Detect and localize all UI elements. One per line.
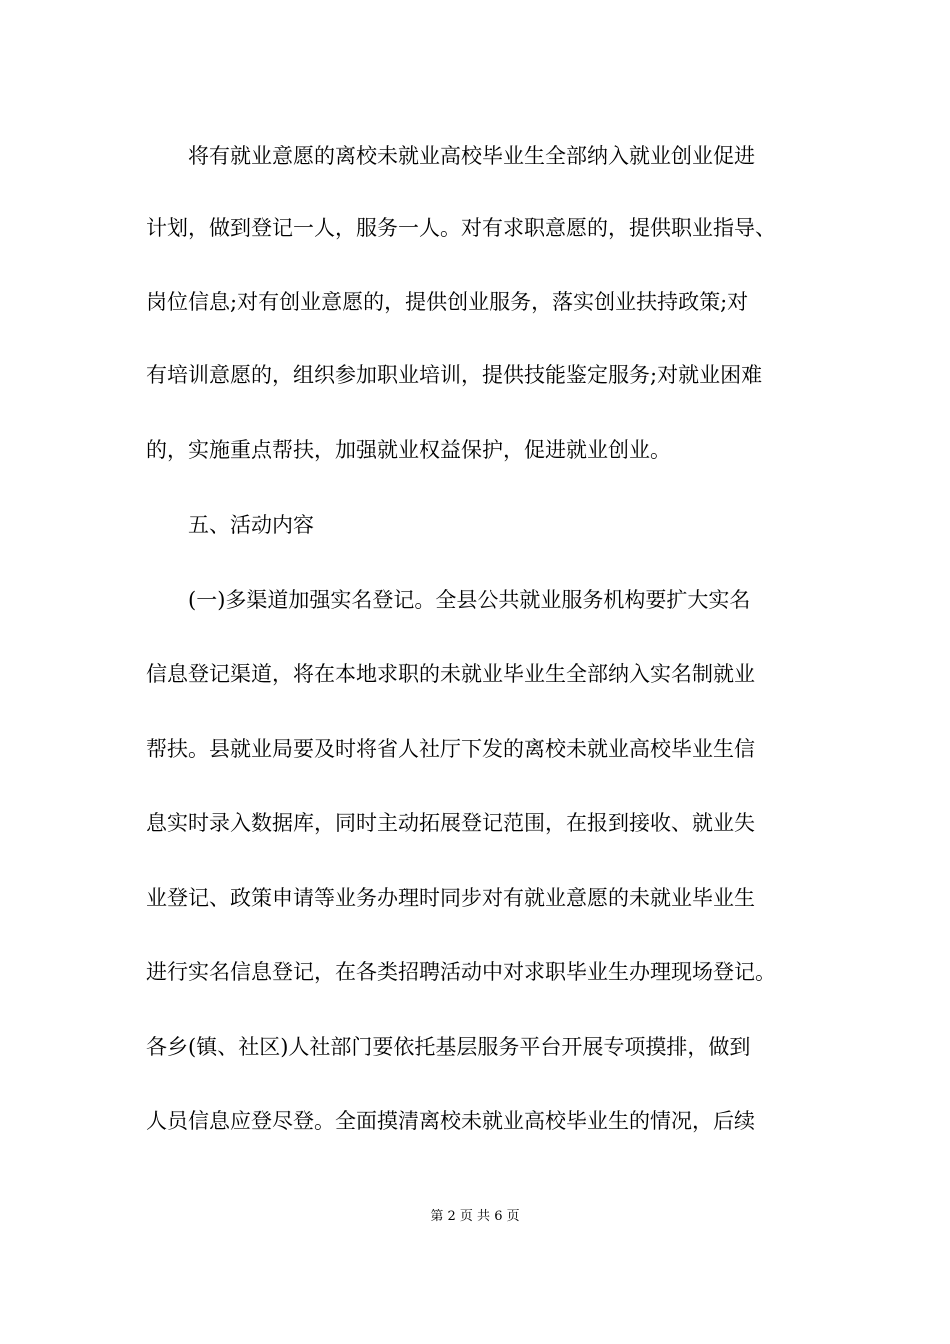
body-text-line: 息实时录入数据库，同时主动拓展登记范围，在报到接收、就业失 [146,811,755,835]
page-number: 第 2 页 共 6 页 [430,1209,520,1224]
body-text-line: (一)多渠道加强实名登记。全县公共就业服务机构要扩大实名 [146,588,751,612]
body-text-line: 业登记、政策申请等业务办理时同步对有就业意愿的未就业毕业生 [146,886,755,910]
body-text-line: 人员信息应登尽登。全面摸清离校未就业高校毕业生的情况，后续 [146,1109,755,1133]
body-text-line: 将有就业意愿的离校未就业高校毕业生全部纳入就业创业促进 [146,144,755,168]
body-text-line: 帮扶。县就业局要及时将省人社厅下发的离校未就业高校毕业生信 [146,737,755,761]
body-text-line: 计划，做到登记一人，服务一人。对有求职意愿的，提供职业指导、 [146,216,776,240]
body-text-line: 有培训意愿的，组织参加职业培训，提供技能鉴定服务;对就业困难 [146,363,763,387]
body-text-line: 的，实施重点帮扶，加强就业权益保护，促进就业创业。 [146,438,671,462]
body-text-line: 进行实名信息登记，在各类招聘活动中对求职毕业生办理现场登记。 [146,960,776,984]
section-heading: 五、活动内容 [146,513,314,537]
body-text-line: 各乡(镇、社区)人社部门要依托基层服务平台开展专项摸排，做到 [146,1035,751,1059]
body-text-line: 岗位信息;对有创业意愿的，提供创业服务，落实创业扶持政策;对 [146,290,749,314]
body-text-line: 信息登记渠道，将在本地求职的未就业毕业生全部纳入实名制就业 [146,662,755,686]
